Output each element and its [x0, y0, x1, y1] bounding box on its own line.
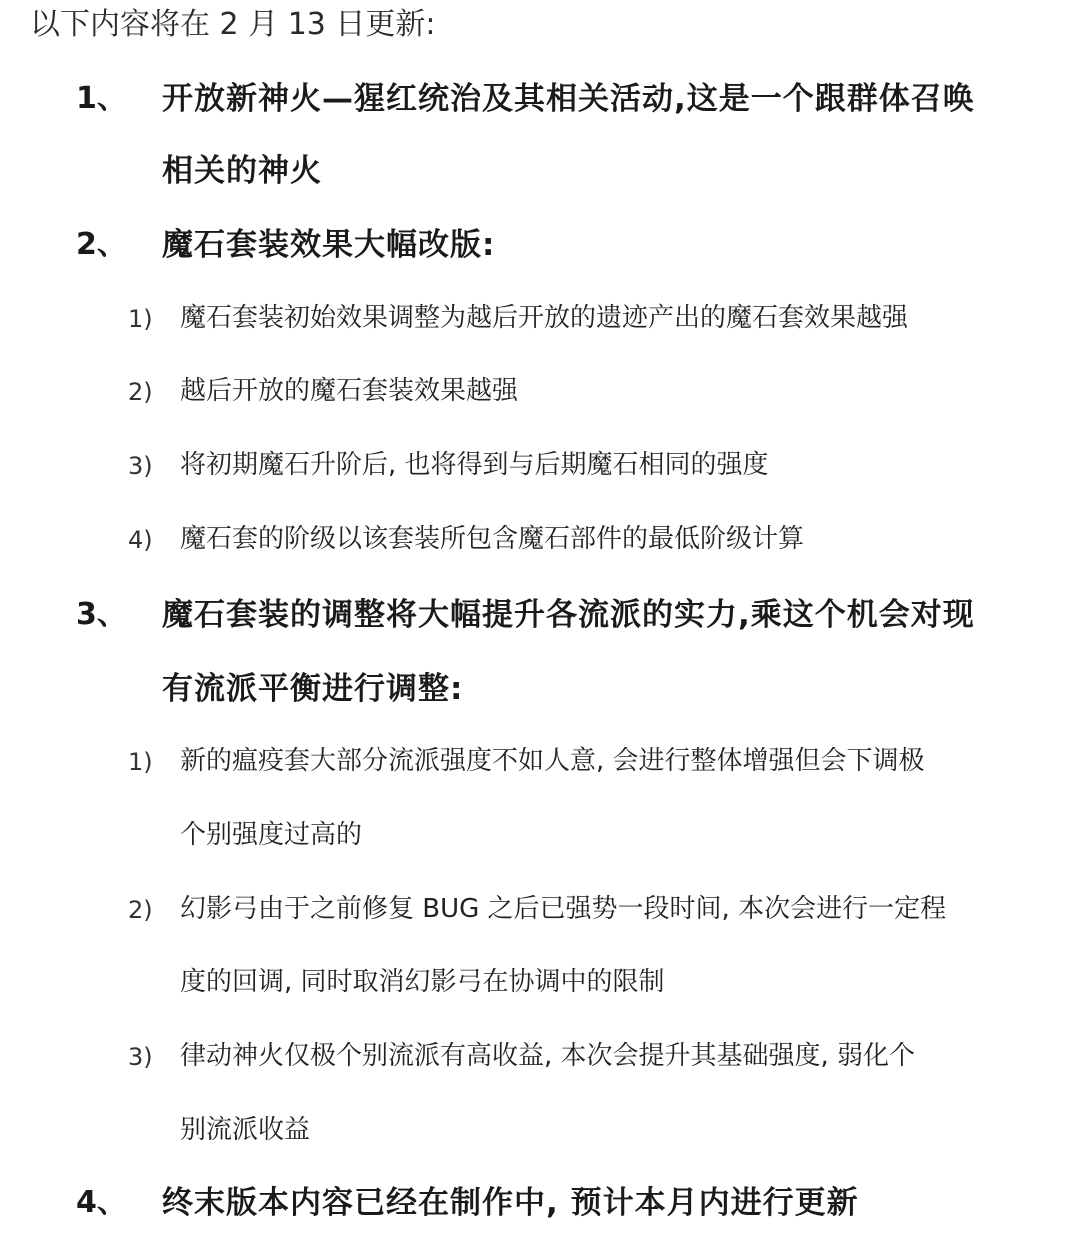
item-number: 3)	[128, 452, 153, 480]
section-number: 4、	[76, 1185, 127, 1220]
item-text-line: 将初期魔石升阶后, 也将得到与后期魔石相同的强度	[180, 450, 769, 480]
item-text-line: 个别强度过高的	[180, 820, 363, 850]
section-heading-line: 开放新神火—猩红统治及其相关活动,这是一个跟群体召唤	[162, 81, 975, 117]
section-heading-line: 魔石套装效果大幅改版:	[162, 227, 496, 263]
item-text-line: 幻影弓由于之前修复 BUG 之后已强势一段时间, 本次会进行一定程	[180, 894, 947, 924]
item-number: 2)	[128, 378, 153, 406]
item-number: 1)	[128, 305, 153, 333]
item-number: 4)	[128, 526, 153, 554]
item-text-line: 越后开放的魔石套装效果越强	[180, 376, 519, 406]
intro-text: 以下内容将在 2 月 13 日更新:	[30, 7, 436, 42]
item-text-line: 魔石套装初始效果调整为越后开放的遗迹产出的魔石套效果越强	[180, 303, 909, 333]
section-heading-line: 终末版本内容已经在制作中, 预计本月内进行更新	[162, 1185, 859, 1221]
item-number: 3)	[128, 1043, 153, 1071]
section-number: 2、	[76, 227, 127, 262]
item-text-line: 魔石套的阶级以该套装所包含魔石部件的最低阶级计算	[180, 524, 805, 554]
section-heading-line: 魔石套装的调整将大幅提升各流派的实力,乘这个机会对现	[162, 597, 975, 633]
section-number: 3、	[76, 597, 127, 632]
item-text-line: 律动神火仅极个别流派有高收益, 本次会提升其基础强度, 弱化个	[180, 1041, 916, 1071]
item-text-line: 度的回调, 同时取消幻影弓在协调中的限制	[180, 967, 665, 997]
item-text-line: 新的瘟疫套大部分流派强度不如人意, 会进行整体增强但会下调极	[180, 746, 925, 776]
item-number: 1)	[128, 748, 153, 776]
section-heading-line: 相关的神火	[162, 153, 322, 189]
section-heading-line: 有流派平衡进行调整:	[162, 671, 464, 707]
item-text-line: 别流派收益	[180, 1115, 311, 1145]
section-number: 1、	[76, 81, 127, 116]
item-number: 2)	[128, 896, 153, 924]
